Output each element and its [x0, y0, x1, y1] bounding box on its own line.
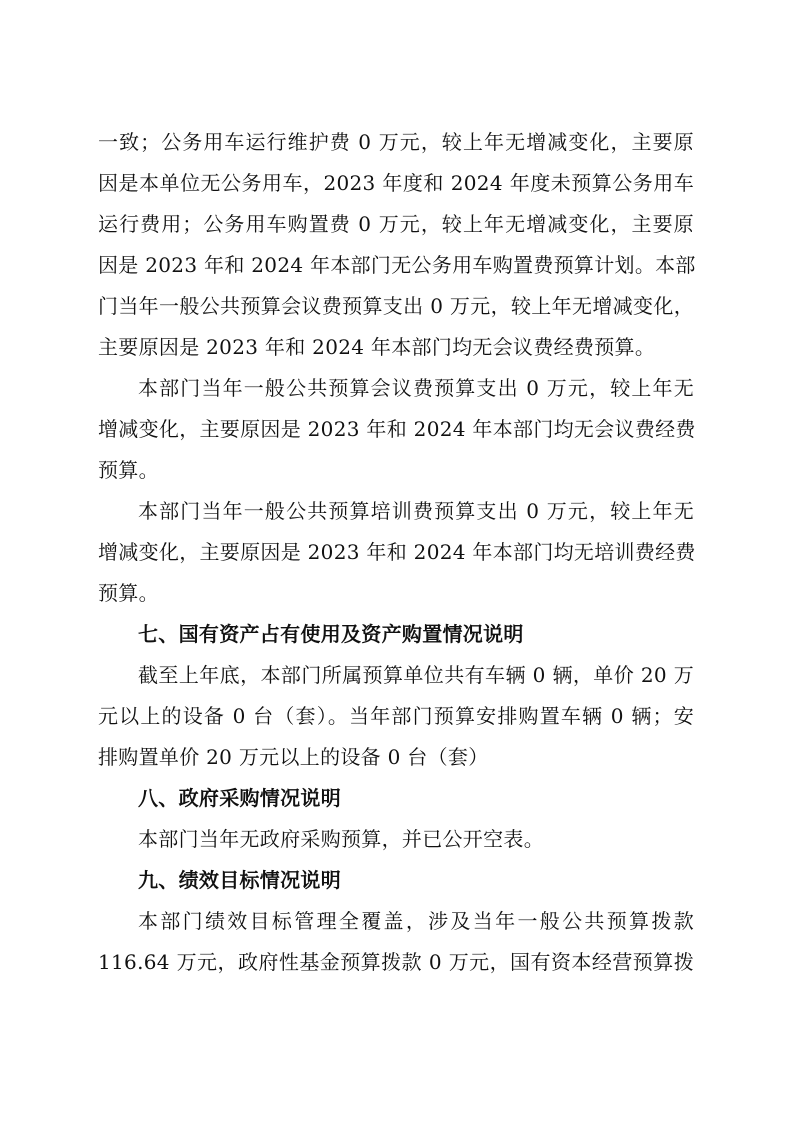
text-line: 本部门当年无政府采购预算，并已公开空表。 — [138, 827, 544, 851]
document-body — [98, 122, 694, 983]
section-heading-performance-targets: 九、绩效目标情况说明 — [138, 868, 341, 892]
text-line: 主要原因是 2023 年和 2024 年本部门均无会议费经费预算。 — [98, 335, 656, 359]
text-line: 运行费用；公务用车购置费 0 万元，较上年无增减变化，主要原 — [98, 212, 694, 236]
paragraph-training-costs — [98, 491, 694, 614]
text-line: 排购置单价 20 万元以上的设备 0 台（套） — [98, 745, 489, 769]
text-line: 预算。 — [98, 581, 159, 605]
text-line: 116.64 万元，政府性基金预算拨款 0 万元，国有资本经营预算拨 — [98, 950, 694, 974]
text-line: 本部门当年一般公共预算会议费预算支出 0 万元，较上年无 — [138, 376, 694, 400]
section-heading-state-assets: 七、国有资产占有使用及资产购置情况说明 — [138, 622, 524, 646]
paragraph-meeting-costs — [98, 368, 694, 491]
text-line: 截至上年底，本部门所属预算单位共有车辆 0 辆，单价 20 万 — [138, 663, 694, 687]
text-line: 一致；公务用车运行维护费 0 万元，较上年无增减变化，主要原 — [98, 130, 694, 154]
text-line: 本部门绩效目标管理全覆盖，涉及当年一般公共预算拨款 — [138, 909, 694, 933]
text-line: 门当年一般公共预算会议费预算支出 0 万元，较上年无增减变化， — [98, 294, 694, 318]
section-heading-government-procurement: 八、政府采购情况说明 — [138, 786, 341, 810]
text-line: 增减变化，主要原因是 2023 年和 2024 年本部门均无培训费经费 — [98, 540, 696, 564]
paragraph-state-assets — [98, 655, 694, 778]
text-line: 预算。 — [98, 458, 159, 482]
paragraph-government-procurement — [98, 819, 694, 860]
text-line: 元以上的设备 0 台（套）。当年部门预算安排购置车辆 0 辆；安 — [98, 704, 694, 728]
paragraph-official-vehicle-costs — [98, 122, 694, 368]
text-line: 增减变化，主要原因是 2023 年和 2024 年本部门均无会议费经费 — [98, 417, 696, 441]
text-line: 本部门当年一般公共预算培训费预算支出 0 万元，较上年无 — [138, 499, 694, 523]
paragraph-performance-targets — [98, 901, 694, 983]
text-line: 因是本单位无公务用车，2023 年度和 2024 年度未预算公务用车 — [98, 171, 694, 195]
text-line: 因是 2023 年和 2024 年本部门无公务用车购置费预算计划。本部 — [98, 253, 696, 277]
